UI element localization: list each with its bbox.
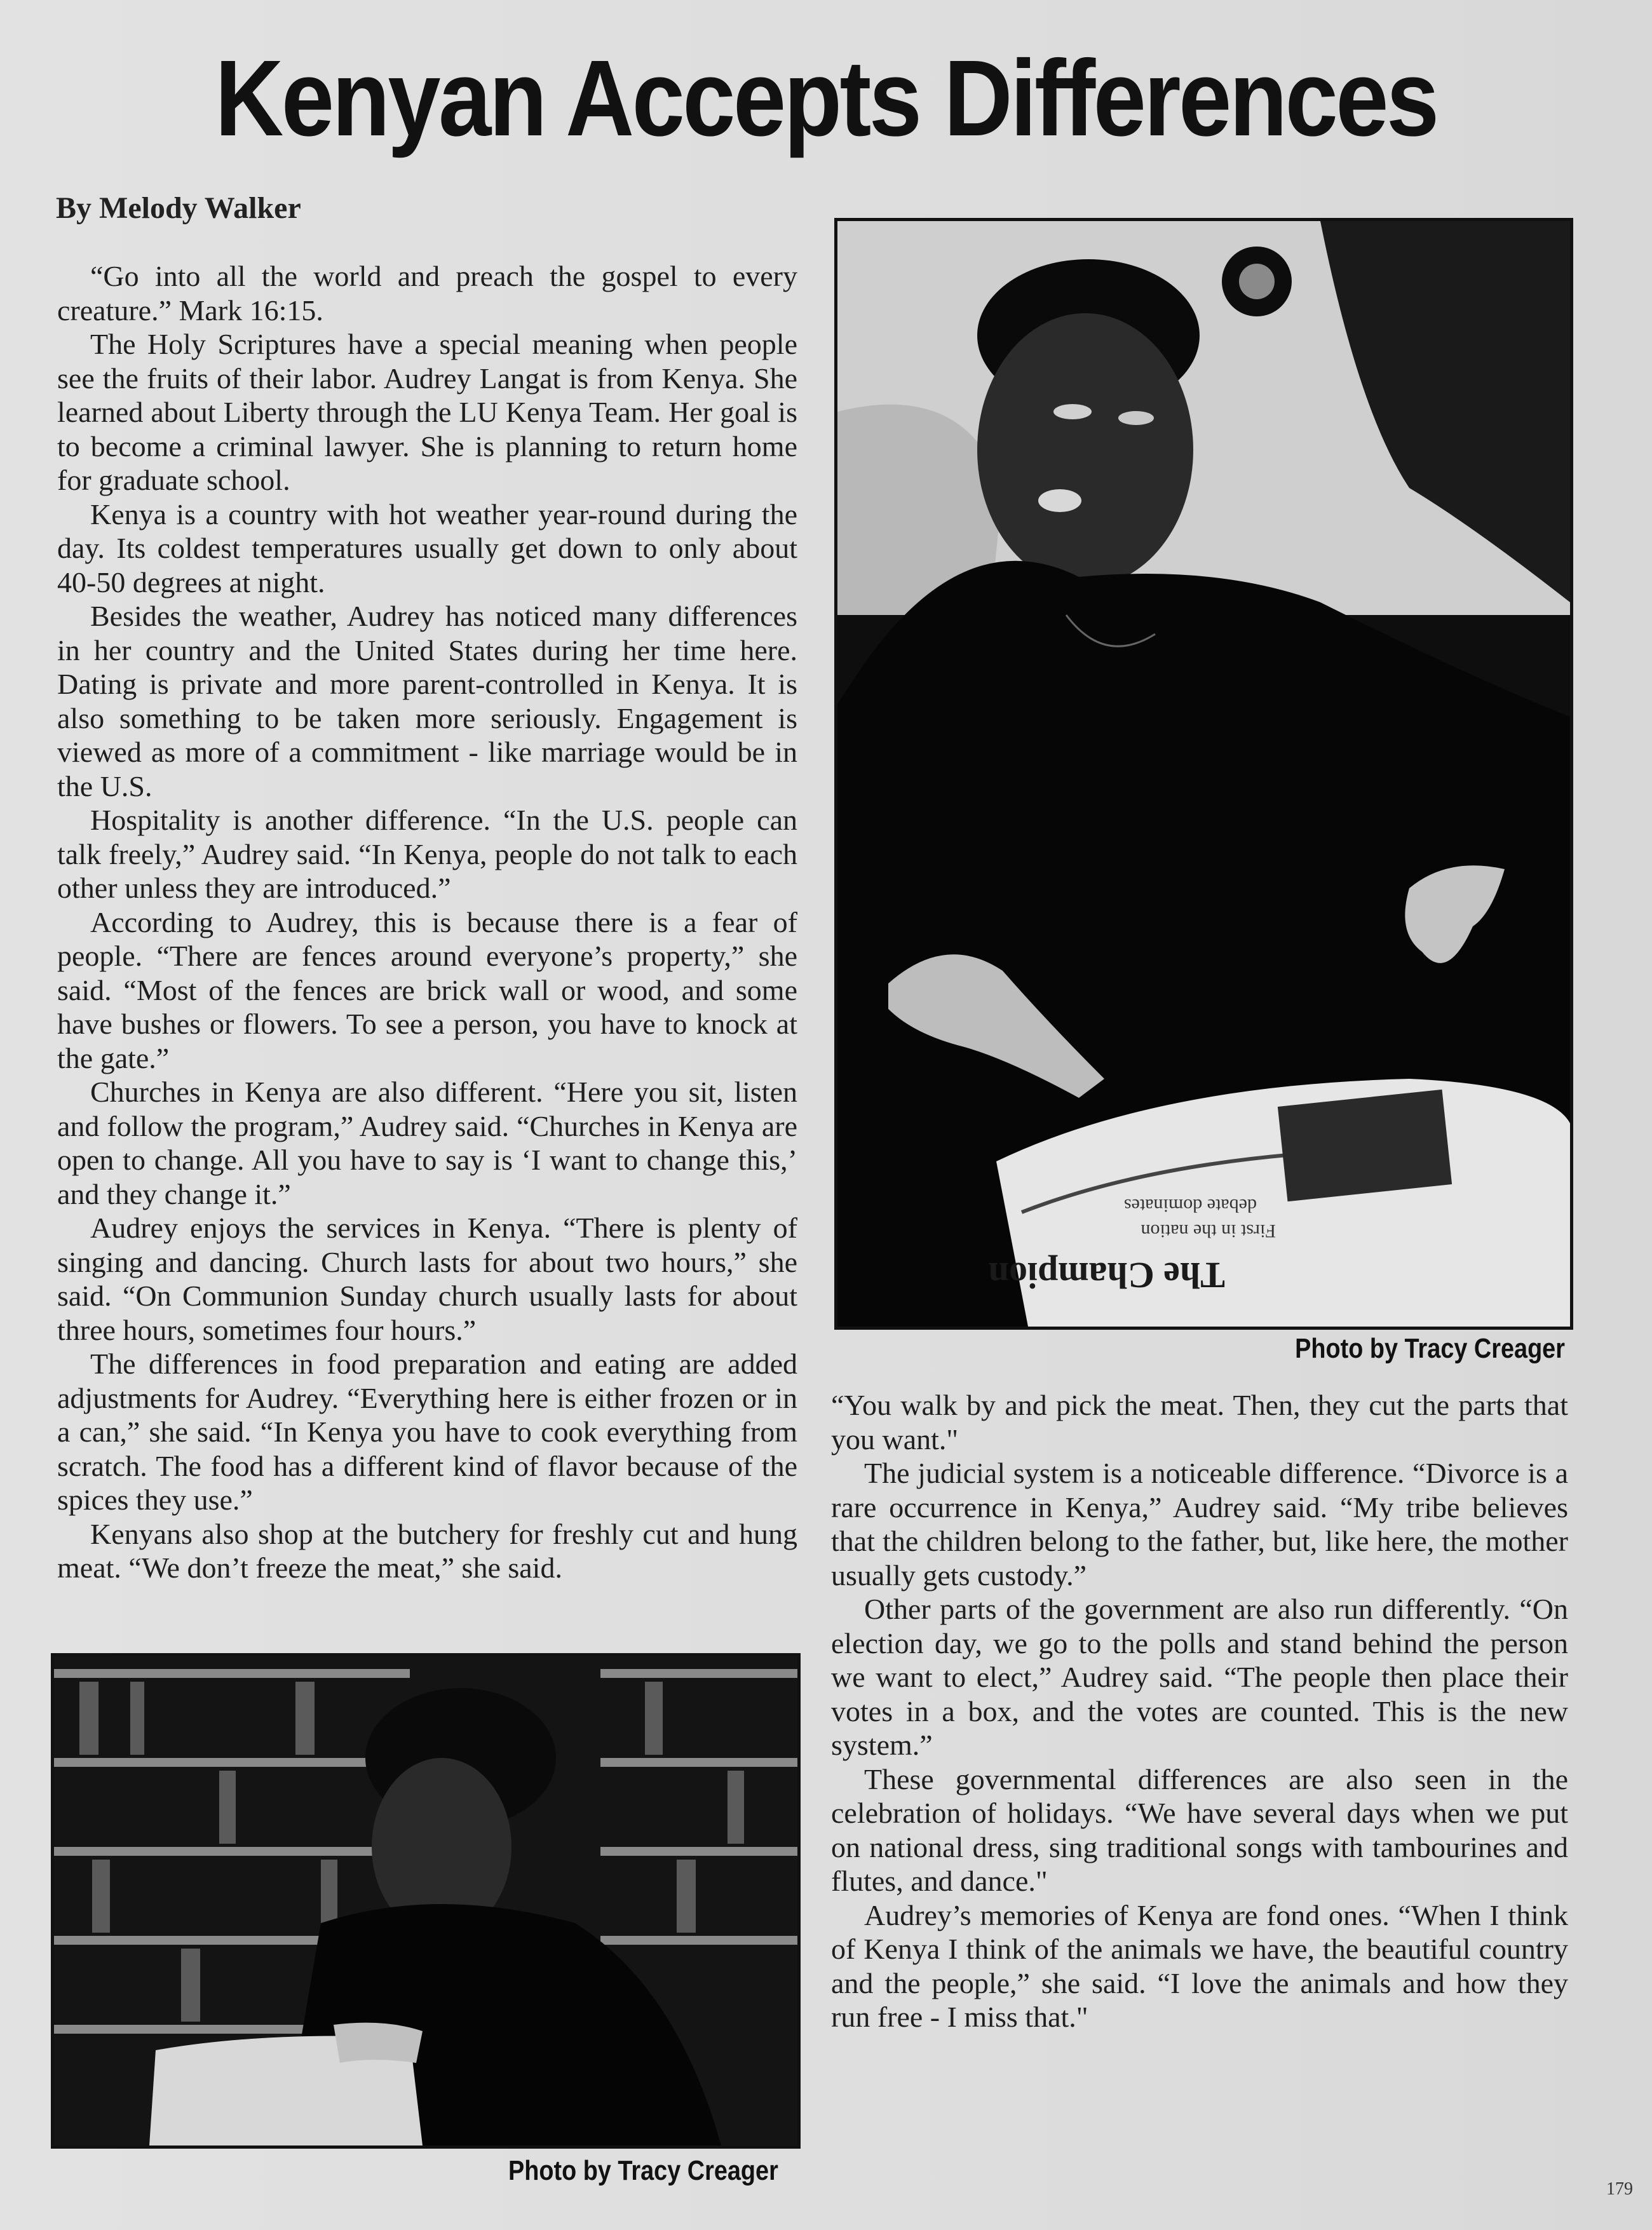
portrait-photo-illustration [837, 221, 1570, 1327]
article-column-left [57, 259, 797, 1585]
paragraph: Besides the weather, Audrey has noticed many differences in her country and the United States during her time here. Dating is private and more parent-controlled in Kenya. It is also something to be taken more seriously. Engagement is viewed as more of a commitment - like marriage would be in the U.S. [57, 600, 797, 802]
library-photo-illustration [54, 1656, 797, 2146]
paragraph: The Holy Scriptures have a special meaning when people see the fruits of their labor. Audrey Langat is from Kenya. She learned about Liberty through the LU Kenya Team. Her goal is to become a criminal lawyer. She is planning to return home for graduate school. [57, 328, 797, 496]
page-number: 179 [1606, 2179, 1633, 2199]
paragraph: These governmental differences are also seen in the celebration of holidays. “We have several days when we put on national dress, sing traditional songs with tambourines and flutes, and dance." [831, 1762, 1568, 1897]
portrait-photo [834, 218, 1573, 1330]
paragraph: Kenyans also shop at the butchery for freshly cut and hung meat. “We don’t freeze the meat,” she said. [57, 1517, 797, 1584]
paragraph: Hospitality is another difference. “In the U.S. people can talk freely,” Audrey said. “In Kenya, people do not talk to each other unless they are introduced.” [57, 804, 797, 904]
photo-credit-top: Photo by Tracy Creager [1295, 1333, 1565, 1364]
photo-credit-bottom: Photo by Tracy Creager [508, 2155, 778, 2186]
newspaper-masthead: The Champion [988, 1255, 1225, 1296]
newspaper-headline-1: First in the nation [1141, 1220, 1276, 1241]
headline: Kenyan Accepts Differences [215, 38, 1437, 159]
paragraph: “Go into all the world and preach the gospel to every creature.” Mark 16:15. [57, 260, 797, 327]
paragraph: According to Audrey, this is because there is a fear of people. “There are fences around everyone’s property,” she said. “Most of the fences are brick wall or wood, and some have bushes or flowers. To see a person, you have to knock at the gate.” [57, 905, 797, 1074]
paragraph: Churches in Kenya are also different. “Here you sit, listen and follow the program,” Audrey said. “Churches in Kenya are open to change. All you have to say is ‘I want to change this,’ and they change it.” [57, 1076, 797, 1210]
paragraph: The differences in food preparation and eating are added adjustments for Audrey. “Everything here is either frozen or in a can,” she said. “In Kenya you have to cook everything from scratch. The food has a different kind of flavor because of the spices they use.” [57, 1348, 797, 1516]
library-photo [51, 1653, 801, 2149]
paragraph: Audrey enjoys the services in Kenya. “There is plenty of singing and dancing. Church lasts for about two hours,” she said. “On Communion Sunday church usually lasts for about three hours, sometimes four hours.” [57, 1212, 797, 1346]
paragraph: Other parts of the government are also run differently. “On election day, we go to the polls and stand behind the person we want to elect,” Audrey said. “The people then place their votes in a box, and the votes are counted. This is the new system.” [831, 1593, 1568, 1761]
newspaper-headline-2: debate dominates [1123, 1195, 1257, 1216]
paragraph: The judicial system is a noticeable difference. “Divorce is a rare occurrence in Kenya,” Audrey said. “My tribe believes that the children belong to the father, but, like here, the mother usually gets custody.” [831, 1457, 1568, 1591]
paragraph: “You walk by and pick the meat. Then, they cut the parts that you want." [831, 1389, 1568, 1456]
article-column-right [831, 1388, 1568, 2034]
paragraph: Audrey’s memories of Kenya are fond ones. “When I think of Kenya I think of the animals we have, the beautiful country and the people,” she said. “I love the animals and how they run free - I miss that." [831, 1898, 1568, 2033]
byline: By Melody Walker [56, 191, 301, 225]
paragraph: Kenya is a country with hot weather year-round during the day. Its coldest temperatures usually get down to only about 40-50 degrees at night. [57, 497, 797, 598]
